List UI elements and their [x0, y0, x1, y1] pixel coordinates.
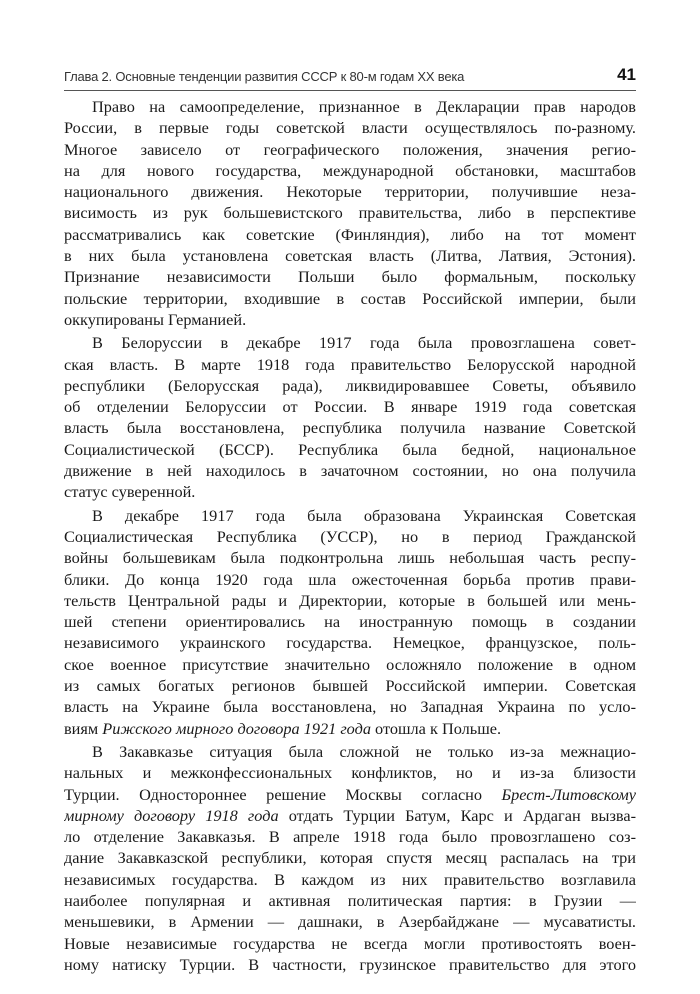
- text-line: ло отделение Закавказья. В апреле 1918 года было провозглашено соз-: [64, 827, 636, 847]
- text-line: на для нового государства, международной обстановки, масштабов: [64, 160, 636, 180]
- text-line: висимость из рук большевистского правительства, либо в перспективе: [64, 203, 636, 223]
- paragraph-3: [64, 505, 636, 739]
- body-text: [64, 96, 636, 975]
- text-line: оккупированы Германией.: [64, 309, 247, 329]
- italic-treaty-name: мирному договору 1918 года: [64, 805, 279, 825]
- text-line: войны большевикам была подконтрольна лишь небольшая часть респу-: [64, 548, 636, 568]
- text-line: наиболее популярная и активная политическая партия: в Грузии —: [64, 890, 636, 910]
- text-line: ская власть. В марте 1918 года правительство Белорусской народной: [64, 354, 636, 374]
- text-line: шей степени ориентировались на иностранную помощь в создании: [64, 612, 636, 632]
- text-line: нальных и межконфессиональных конфликтов, но и из-за близости: [64, 763, 636, 783]
- text-line: В декабре 1917 года была образована Украинская Советская: [92, 505, 636, 525]
- paragraph-1: [64, 96, 636, 330]
- page-number: 41: [617, 65, 636, 84]
- text-line: ское военное присутствие значительно осложняло положение в одном: [64, 654, 636, 674]
- text-line: республики (Белорусская рада), ликвидировавшее Советы, объявило: [64, 375, 636, 395]
- text-line: блики. До конца 1920 года шла ожесточенная борьба против прави-: [64, 569, 636, 589]
- text-line: виям Рижского мирного договора 1921 года отошла к Польше.: [64, 718, 502, 738]
- text-line: из самых богатых регионов бывшей Российской империи. Советская: [64, 676, 636, 696]
- text-line: В Закавказье ситуация была сложной не только из-за межнацио-: [92, 741, 636, 761]
- text-line: Социалистическая Республика (УССР), но в период Гражданской: [64, 526, 636, 546]
- italic-treaty-name: Брест-Литовскому: [501, 784, 636, 804]
- text-line: России, в первые годы советской власти осуществлялось по-разному.: [64, 118, 636, 138]
- paragraph-4: [64, 741, 636, 975]
- text-line: Социалистической (БССР). Республика была бедной, национальное: [64, 439, 636, 459]
- text-line: польские территории, входившие в состав Российской империи, были: [64, 288, 636, 308]
- text-line: власть была восстановлена, республика получила название Советской: [64, 418, 636, 438]
- text-line: национального движения. Некоторые территории, получившие неза-: [64, 182, 636, 202]
- text-line: меньшевики, в Армении — дашнаки, в Азербайджане — мусаватисты.: [64, 912, 636, 932]
- text-line: рассматривались как советские (Финляндия), либо на тот момент: [64, 224, 636, 244]
- text-line: движение в ней находилось в зачаточном состоянии, но она получила: [64, 461, 636, 481]
- text-line: Турции. Одностороннее решение Москвы согласно Брест-Литовскому: [64, 784, 636, 804]
- text-line: независимых государства. В каждом из них правительство возглавила: [64, 869, 636, 889]
- text-line: власть на Украине была восстановлена, но Западная Украина по усло-: [64, 697, 636, 717]
- text-line: Новые независимые государства не всегда могли противостоять воен-: [64, 933, 636, 953]
- text-line: ному натиску Турции. В частности, грузинское правительство для этого: [64, 954, 636, 974]
- text-line: мирному договору 1918 года отдать Турции Батум, Карс и Ардаган вызва-: [64, 805, 636, 825]
- text-line: Право на самоопределение, признанное в Декларации прав народов: [92, 97, 636, 116]
- text-line: дание Закавказской республики, которая спустя месяц распалась на три: [64, 848, 636, 868]
- chapter-title: Глава 2. Основные тенденции развития СССР к 80-м годам XX века: [64, 69, 465, 84]
- italic-treaty-name: Рижского мирного договора 1921 года: [102, 718, 371, 738]
- text-line: В Белоруссии в декабре 1917 года была провозглашена совет-: [92, 333, 636, 353]
- text-line: в них была установлена советская власть (Литва, Латвия, Эстония).: [64, 246, 636, 266]
- paragraph-2: [64, 332, 636, 502]
- text-line: Признание независимости Польши было формальным, поскольку: [64, 267, 636, 287]
- text-line: Многое зависело от географического положения, значения регио-: [64, 139, 636, 159]
- text-line: тельств Центральной рады и Директории, которые в большей или мень-: [64, 590, 636, 610]
- text-line: об отделении Белоруссии от России. В январе 1919 года советская: [64, 397, 636, 417]
- running-header: [64, 62, 636, 91]
- text-line: статус суверенной.: [64, 482, 196, 502]
- text-line: независимого украинского государства. Немецкое, французское, поль-: [64, 633, 636, 653]
